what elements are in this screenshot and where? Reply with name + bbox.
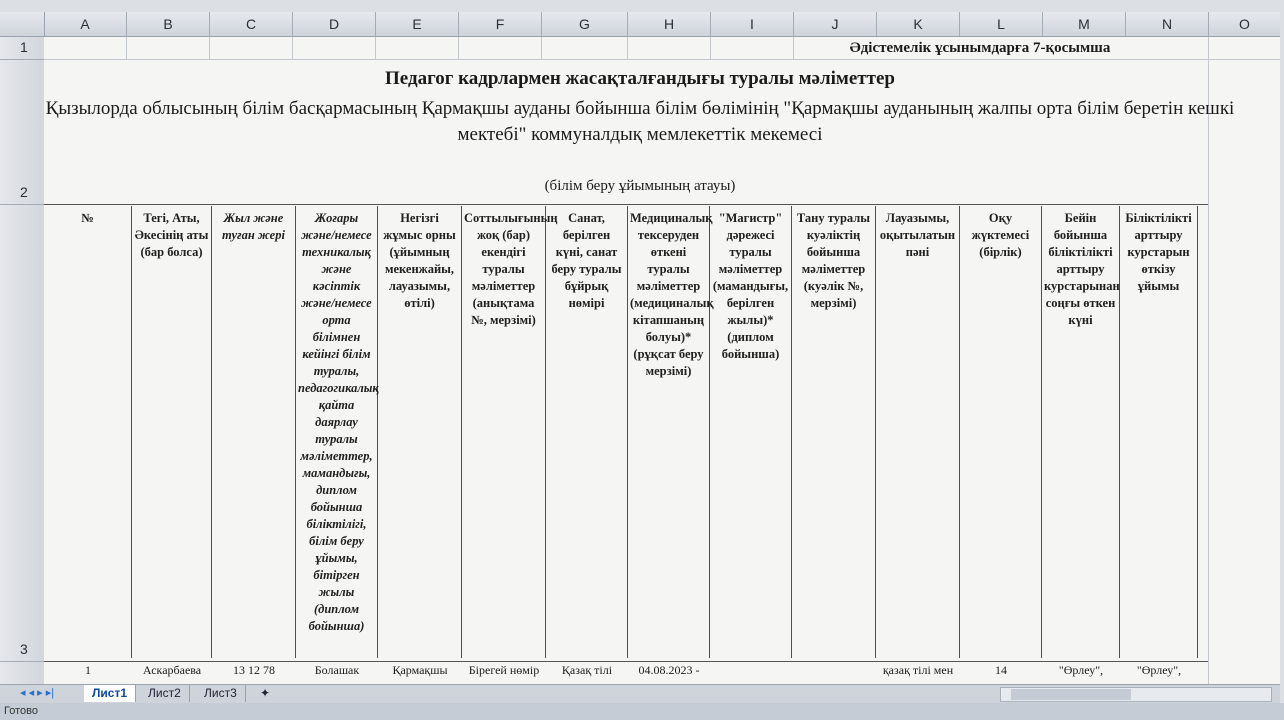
header-cell-courses-org[interactable]: Біліктілікті арттыру курстарын өткізу ұйымы bbox=[1120, 206, 1198, 658]
column-header-l[interactable]: L bbox=[960, 12, 1043, 36]
table-cell[interactable] bbox=[792, 662, 876, 686]
header-cell-birth[interactable]: Жыл және туған жері bbox=[212, 206, 296, 658]
column-header-bar bbox=[0, 12, 1280, 37]
table-cell[interactable]: "Өрлеу", bbox=[1058, 663, 1104, 677]
table-cell[interactable] bbox=[710, 662, 792, 686]
column-header-m[interactable]: M bbox=[1043, 12, 1126, 36]
table-cell[interactable]: 1 bbox=[85, 663, 91, 677]
sheet-nav-arrows[interactable]: ◂ ◂ ▸ ▸| bbox=[20, 687, 55, 699]
table-cell[interactable]: 13 12 78 bbox=[233, 663, 275, 677]
row-number: 1 bbox=[20, 39, 28, 55]
header-cell-master-degree[interactable]: "Магистр" дәрежесі туралы мәліметтер (мамандығы, берілген жылы)* (диплом бойынша) bbox=[710, 206, 792, 658]
header-cell-number[interactable]: № bbox=[44, 206, 132, 658]
column-header-k[interactable]: K bbox=[877, 12, 960, 36]
tab-sheet2[interactable]: Лист2 bbox=[140, 685, 190, 702]
header-cell-criminal-record[interactable]: Соттылығының жоқ (бар) екендігі туралы мәліметтер (анықтама №, мерзімі) bbox=[462, 206, 546, 658]
table-cell[interactable]: Болашак bbox=[314, 663, 360, 677]
select-all-corner[interactable] bbox=[0, 12, 45, 36]
column-header-h[interactable]: H bbox=[628, 12, 711, 36]
row-header-1[interactable] bbox=[0, 37, 45, 60]
sheet-title: Педагог кадрлармен жасақталғандығы туралы мәліметтер bbox=[385, 68, 895, 89]
appendix-note: Әдістемелік ұсынымдарға 7-қосымша bbox=[849, 40, 1111, 56]
header-cell-position[interactable]: Лауазымы, оқытылатын пәні bbox=[876, 206, 960, 658]
column-header-i[interactable]: I bbox=[711, 12, 794, 36]
column-header-a[interactable]: A bbox=[44, 12, 127, 36]
header-cell-category[interactable]: Санат, берілген күні, санат беру туралы бұйрық нөмірі bbox=[546, 206, 628, 658]
header-cell-courses-date[interactable]: Бейін бойынша біліктілікті арттыру курстарынан соңғы өткен күні bbox=[1042, 206, 1120, 658]
header-cell-workload[interactable]: Оқу жүктемесі (бірлік) bbox=[960, 206, 1042, 658]
table-cell[interactable]: 04.08.2023 - bbox=[638, 663, 700, 677]
sheet-tab-bar bbox=[0, 684, 1280, 703]
sheet-subtitle: Қызылорда облысының білім басқармасының Қармақшы ауданы бойынша білім бөлімінің "Қармақшы ауданының жалпы орта білім беретін кешкі мектебі" коммуналдық мемлекеттік мекемесі bbox=[45, 98, 1235, 145]
column-header-f[interactable]: F bbox=[459, 12, 542, 36]
row-number: 2 bbox=[20, 184, 28, 200]
header-cell-full-name[interactable]: Тегі, Аты, Әкесінің аты (бар болса) bbox=[132, 206, 212, 658]
status-bar: Готово bbox=[0, 703, 1284, 720]
column-header-b[interactable]: B bbox=[127, 12, 210, 36]
column-header-c[interactable]: C bbox=[210, 12, 293, 36]
horizontal-scrollbar[interactable] bbox=[1000, 687, 1272, 702]
header-cell-education[interactable]: Жоғары және/немесе техникалық және кәсіптік және/немесе орта білімнен кейінгі білім туралы, педагогикалық қайта даярлау туралы мәліметтер, мамандығы, диплом бойынша біліктілігі, білім беру ұйымы, бітірген жылы (диплом бойынша) bbox=[296, 206, 378, 658]
table-cell[interactable]: қазақ тілі мен bbox=[882, 663, 954, 677]
row-header-2[interactable] bbox=[0, 60, 45, 205]
row-number: 3 bbox=[20, 641, 28, 657]
column-header-n[interactable]: N bbox=[1126, 12, 1209, 36]
column-header-e[interactable]: E bbox=[376, 12, 459, 36]
scrollbar-thumb[interactable] bbox=[1011, 689, 1131, 700]
column-header-j[interactable]: J bbox=[794, 12, 877, 36]
tab-sheet1[interactable]: Лист1 bbox=[84, 685, 136, 702]
table-cell[interactable]: Қазақ тілі bbox=[561, 663, 613, 677]
column-header-o[interactable]: O bbox=[1239, 16, 1250, 32]
organization-caption: (білім беру ұйымының атауы) bbox=[544, 178, 736, 194]
tab-sheet3[interactable]: Лист3 bbox=[196, 685, 246, 702]
row-header-3[interactable] bbox=[0, 205, 45, 662]
table-cell[interactable]: Аскарбаева bbox=[142, 663, 202, 677]
table-cell[interactable]: 14 bbox=[995, 663, 1007, 677]
table-cell[interactable]: "Өрлеу", bbox=[1136, 663, 1182, 677]
insert-sheet-icon[interactable]: ✦ bbox=[260, 686, 271, 700]
row-header-4[interactable] bbox=[0, 662, 45, 685]
column-header-d[interactable]: D bbox=[293, 12, 376, 36]
header-cell-workplace[interactable]: Негізгі жұмыс орны (ұйымның мекенжайы, лауазымы, өтілі) bbox=[378, 206, 462, 658]
table-cell[interactable]: Бірегей нөмір bbox=[468, 663, 540, 677]
table-cell[interactable]: Қармақшы bbox=[392, 663, 448, 677]
column-header-g[interactable]: G bbox=[542, 12, 628, 36]
header-cell-recognition[interactable]: Тану туралы куәліктің бойынша мәліметтер (куәлік №, мерзімі) bbox=[792, 206, 876, 658]
header-cell-medical[interactable]: Медициналық тексеруден өткені туралы мәліметтер (медициналық кітапшаның болуы)* (рұқсат беру мерзімі) bbox=[628, 206, 710, 658]
